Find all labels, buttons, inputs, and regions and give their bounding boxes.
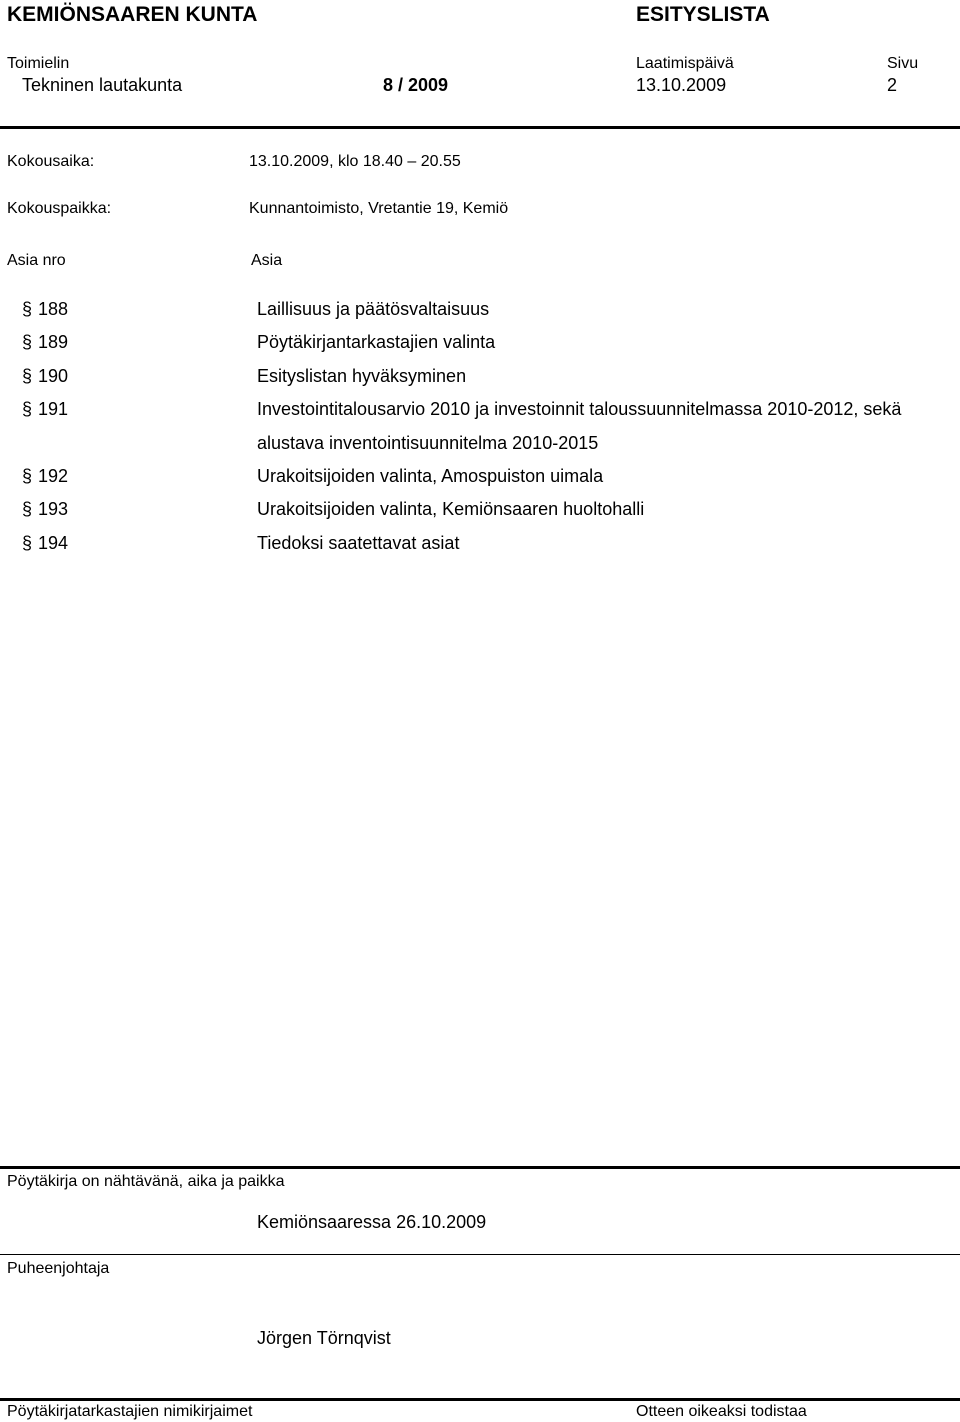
section-symbol: § (22, 299, 33, 319)
agenda-item-number: 188 (38, 299, 69, 319)
reviewers-label: Pöytäkirjatarkastajien nimikirjaimet (7, 1403, 253, 1420)
agenda-col-item: Asia (251, 252, 283, 269)
section-symbol: § (22, 532, 33, 553)
page-value: 2 (887, 75, 898, 95)
agenda-item-title: Pöytäkirjantarkastajien valinta (257, 332, 496, 353)
section-symbol: § (22, 399, 33, 420)
agenda-item-title: Laillisuus ja päätösvaltaisuus (257, 299, 490, 319)
meeting-time-value: 13.10.2009, klo 18.40 – 20.55 (249, 153, 461, 170)
footer-rule-middle (0, 1254, 960, 1255)
meeting-place-value: Kunnantoimisto, Vretantie 19, Kemiö (249, 200, 509, 217)
agenda-item-number: 190 (38, 365, 69, 386)
meeting-place-label: Kokouspaikka: (7, 200, 112, 217)
section-symbol: § (22, 499, 33, 520)
footer-rule-bottom (0, 1398, 960, 1401)
agenda-col-number: Asia nro (7, 252, 66, 269)
document-type: ESITYSLISTA (636, 3, 770, 26)
certify-label: Otteen oikeaksi todistaa (636, 1403, 807, 1420)
agenda-item-title: alustava inventointisuunnitelma 2010-2015 (257, 432, 599, 453)
availability-label: Pöytäkirja on nähtävänä, aika ja paikka (7, 1173, 285, 1190)
agenda-item-number: 189 (38, 332, 69, 353)
page-label: Sivu (887, 55, 919, 72)
agenda-item-title: Urakoitsijoiden valinta, Kemiönsaaren huoltohalli (257, 499, 645, 520)
meeting-time-label: Kokousaika: (7, 153, 95, 170)
header-rule (0, 126, 960, 129)
chair-label: Puheenjohtaja (7, 1260, 110, 1277)
section-symbol: § (22, 466, 33, 486)
organization-name: KEMIÖNSAAREN KUNTA (7, 3, 258, 26)
agenda-item-number: 193 (38, 499, 69, 520)
section-symbol: § (22, 365, 33, 386)
agenda-item-title: Urakoitsijoiden valinta, Amospuiston uimala (257, 466, 604, 486)
agenda-item-title: Investointitalousarvio 2010 ja investoinnit taloussuunnitelmassa 2010-2012, sekä (257, 399, 902, 420)
availability-value: Kemiönsaaressa 26.10.2009 (257, 1212, 487, 1232)
agenda-item-number: 191 (38, 399, 69, 420)
footer-rule-top (0, 1166, 960, 1169)
date-label: Laatimispäivä (636, 55, 734, 72)
agenda-item-number: 192 (38, 466, 69, 486)
date-value: 13.10.2009 (636, 75, 727, 95)
agenda-item-title: Tiedoksi saatettavat asiat (257, 532, 460, 553)
section-symbol: § (22, 332, 33, 353)
agenda-item-title: Esityslistan hyväksyminen (257, 365, 467, 386)
chair-name: Jörgen Törnqvist (257, 1328, 391, 1348)
agenda-item-number: 194 (38, 532, 69, 553)
body-value: Tekninen lautakunta (22, 75, 183, 95)
meeting-number: 8 / 2009 (383, 75, 449, 95)
body-label: Toimielin (7, 55, 70, 72)
